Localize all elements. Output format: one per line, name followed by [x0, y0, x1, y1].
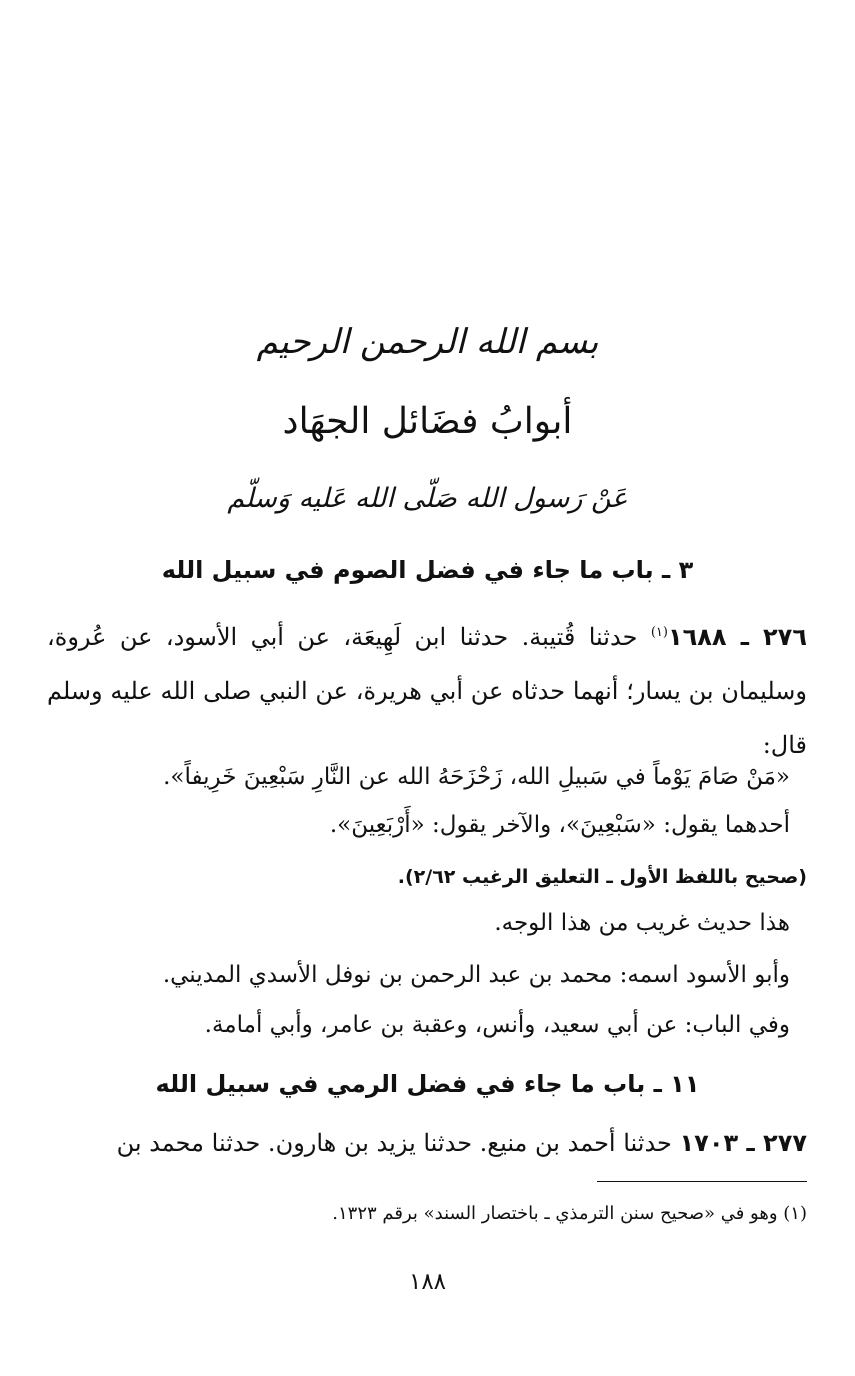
- footnote-reference: (١): [650, 625, 668, 640]
- narrator-name-note: وأبو الأسود اسمه: محمد بن عبد الرحمن بن نوفل الأسدي المديني.: [162, 962, 790, 988]
- book-section-subtitle: عَنْ رَسول الله صَلّى الله عَليه وَسلّم: [227, 483, 628, 514]
- hadith-isnad-text: حدثنا أحمد بن منيع. حدثنا يزيد بن هارون. حدثنا محمد بن: [116, 1129, 672, 1157]
- gharib-note: هذا حديث غريب من هذا الوجه.: [494, 910, 790, 936]
- hadith-isnad-text: حدثنا قُتيبة. حدثنا ابن لَهِيعَة، عن أبي الأسود، عن عُروة، وسليمان بن يسار؛ أنهما حدثاه عن أبي هريرة، عن النبي صلى الله عليه وسلم قال:: [47, 623, 807, 759]
- hadith-number: ٢٧٦ ـ ١٦٨٨: [667, 623, 807, 651]
- hadith-number: ٢٧٧ ـ ١٧٠٣: [679, 1129, 807, 1157]
- narrators-variant-note: أحدهما يقول: «سَبْعِينَ»، والآخر يقول: «أَرْبَعِينَ».: [329, 812, 790, 838]
- footnote-divider: [597, 1181, 807, 1182]
- chapter-heading-3: ٣ ـ باب ما جاء في فضل الصوم في سبيل الله: [161, 556, 694, 584]
- hadith-quote: «مَنْ صَامَ يَوْماً في سَبيلِ الله، زَحْزَحَهُ الله عن النَّارِ سَبْعِينَ خَرِيفاً».: [163, 764, 790, 790]
- footnote-marker: (١): [783, 1203, 807, 1224]
- footnote: [107, 1196, 807, 1232]
- book-section-title: أبوابُ فضَائل الجهَاد: [282, 401, 573, 442]
- page-number: ١٨٨: [408, 1269, 447, 1295]
- hadith-277-paragraph: [47, 1116, 807, 1170]
- basmala-heading: بسم الله الرحمن الرحيم: [256, 322, 599, 362]
- chapter-heading-11: ١١ ـ باب ما جاء في فضل الرمي في سبيل الله: [155, 1070, 700, 1098]
- hadith-276-paragraph: [47, 606, 807, 772]
- hadith-grading: (صحيح باللفظ الأول ـ التعليق الرغيب ٢/٦٢).: [397, 866, 807, 888]
- related-narrations-note: وفي الباب: عن أبي سعيد، وأنس، وعقبة بن عامر، وأبي أمامة.: [204, 1012, 790, 1038]
- footnote-text: وهو في «صحيح سنن الترمذي ـ باختصار السند» برقم ١٣٢٣.: [332, 1203, 778, 1224]
